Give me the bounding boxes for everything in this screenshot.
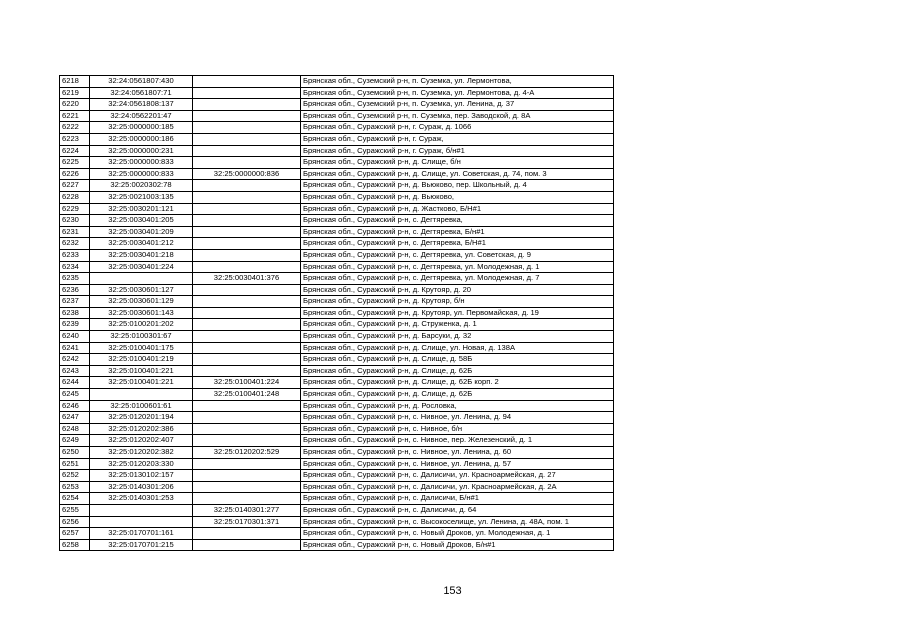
linked-cadastral-number-cell	[193, 493, 301, 505]
row-number-cell: 6238	[60, 307, 90, 319]
row-number-cell: 6237	[60, 296, 90, 308]
cadastral-number-cell: 32:25:0140301:206	[90, 481, 193, 493]
table-row	[60, 365, 614, 377]
table-row	[60, 168, 614, 180]
row-number-cell: 6219	[60, 87, 90, 99]
address-cell: Брянская обл., Суражский р-н, д. Слище, д. 62Б	[301, 389, 614, 401]
row-number-cell: 6258	[60, 539, 90, 551]
address-cell: Брянская обл., Суражский р-н, д. Жастково, Б/Н#1	[301, 203, 614, 215]
address-cell: Брянская обл., Суражский р-н, с. Нивное, ул. Ленина, д. 94	[301, 412, 614, 424]
linked-cadastral-number-cell	[193, 365, 301, 377]
address-cell: Брянская обл., Суражский р-н, с. Дегтяревка, ул. Молодежная, д. 1	[301, 261, 614, 273]
address-cell: Брянская обл., Суражский р-н, г. Сураж,	[301, 133, 614, 145]
cadastral-number-cell: 32:25:0030601:127	[90, 284, 193, 296]
address-cell: Брянская обл., Суражский р-н, с. Дегтяревка, Б/Н#1	[301, 238, 614, 250]
address-cell: Брянская обл., Суражский р-н, с. Нивное, ул. Ленина, д. 57	[301, 458, 614, 470]
cadastral-number-cell: 32:25:0030601:143	[90, 307, 193, 319]
linked-cadastral-number-cell	[193, 435, 301, 447]
cadastral-number-cell: 32:25:0000000:833	[90, 157, 193, 169]
table-row	[60, 157, 614, 169]
row-number-cell: 6239	[60, 319, 90, 331]
address-cell: Брянская обл., Суражский р-н, с. Нивное, ул. Ленина, д. 60	[301, 447, 614, 459]
linked-cadastral-number-cell: 32:25:0120202:529	[193, 447, 301, 459]
linked-cadastral-number-cell: 32:25:0100401:224	[193, 377, 301, 389]
table-row	[60, 435, 614, 447]
row-number-cell: 6245	[60, 389, 90, 401]
row-number-cell: 6234	[60, 261, 90, 273]
table-row	[60, 516, 614, 528]
address-cell: Брянская обл., Суражский р-н, д. Рословка,	[301, 400, 614, 412]
row-number-cell: 6228	[60, 191, 90, 203]
table-row	[60, 412, 614, 424]
linked-cadastral-number-cell	[193, 284, 301, 296]
address-cell: Брянская обл., Суражский р-н, с. Дегтяревка, ул. Молодежная, д. 7	[301, 273, 614, 285]
cadastral-number-cell	[90, 389, 193, 401]
linked-cadastral-number-cell	[193, 400, 301, 412]
table-row	[60, 99, 614, 111]
linked-cadastral-number-cell	[193, 87, 301, 99]
row-number-cell: 6240	[60, 331, 90, 343]
row-number-cell: 6251	[60, 458, 90, 470]
linked-cadastral-number-cell	[193, 145, 301, 157]
address-cell: Брянская обл., Суражский р-н, д. Слище, ул. Советская, д. 74, пом. 3	[301, 168, 614, 180]
address-cell: Брянская обл., Суражский р-н, г. Сураж, д. 1066	[301, 122, 614, 134]
table-row	[60, 122, 614, 134]
linked-cadastral-number-cell	[193, 319, 301, 331]
cadastral-number-cell: 32:25:0170701:161	[90, 528, 193, 540]
cadastral-number-cell: 32:25:0030601:129	[90, 296, 193, 308]
table-row	[60, 331, 614, 343]
row-number-cell: 6242	[60, 354, 90, 366]
address-cell: Брянская обл., Суражский р-н, д. Крутояр, б/н	[301, 296, 614, 308]
cadastral-number-cell: 32:24:0561807:71	[90, 87, 193, 99]
cadastral-number-cell: 32:25:0120202:386	[90, 423, 193, 435]
address-cell: Брянская обл., Суражский р-н, д. Слище, д. 62Б корп. 2	[301, 377, 614, 389]
linked-cadastral-number-cell	[193, 133, 301, 145]
table-row	[60, 284, 614, 296]
address-cell: Брянская обл., Суражский р-н, с. Новый Дроков, ул. Молодежная, д. 1	[301, 528, 614, 540]
row-number-cell: 6248	[60, 423, 90, 435]
address-cell: Брянская обл., Суражский р-н, с. Дегтяревка,	[301, 215, 614, 227]
linked-cadastral-number-cell	[193, 226, 301, 238]
row-number-cell: 6253	[60, 481, 90, 493]
linked-cadastral-number-cell	[193, 528, 301, 540]
table-row	[60, 191, 614, 203]
table-row	[60, 377, 614, 389]
linked-cadastral-number-cell	[193, 412, 301, 424]
row-number-cell: 6249	[60, 435, 90, 447]
address-cell: Брянская обл., Суражский р-н, с. Далисичи, Б/н#1	[301, 493, 614, 505]
table-row	[60, 354, 614, 366]
cadastral-number-cell: 32:25:0100401:221	[90, 377, 193, 389]
cadastral-number-cell: 32:25:0140301:253	[90, 493, 193, 505]
records-table	[59, 75, 614, 551]
linked-cadastral-number-cell	[193, 122, 301, 134]
linked-cadastral-number-cell	[193, 191, 301, 203]
address-cell: Брянская обл., Суражский р-н, с. Дегтяревка, Б/н#1	[301, 226, 614, 238]
table-row	[60, 389, 614, 401]
table-body	[60, 76, 614, 551]
cadastral-number-cell: 32:25:0000000:833	[90, 168, 193, 180]
row-number-cell: 6241	[60, 342, 90, 354]
row-number-cell: 6252	[60, 470, 90, 482]
cadastral-number-cell: 32:25:0021003:135	[90, 191, 193, 203]
row-number-cell: 6247	[60, 412, 90, 424]
address-cell: Брянская обл., Суражский р-н, с. Высокоселище, ул. Ленина, д. 48А, пом. 1	[301, 516, 614, 528]
linked-cadastral-number-cell	[193, 331, 301, 343]
linked-cadastral-number-cell	[193, 203, 301, 215]
row-number-cell: 6232	[60, 238, 90, 250]
address-cell: Брянская обл., Суземский р-н, п. Суземка, ул. Ленина, д. 37	[301, 99, 614, 111]
table-row	[60, 481, 614, 493]
table-row	[60, 458, 614, 470]
linked-cadastral-number-cell	[193, 423, 301, 435]
linked-cadastral-number-cell	[193, 342, 301, 354]
cadastral-number-cell: 32:25:0100301:67	[90, 331, 193, 343]
cadastral-number-cell: 32:25:0030401:205	[90, 215, 193, 227]
cadastral-number-cell: 32:25:0120202:382	[90, 447, 193, 459]
linked-cadastral-number-cell	[193, 180, 301, 192]
row-number-cell: 6226	[60, 168, 90, 180]
table-row	[60, 273, 614, 285]
row-number-cell: 6225	[60, 157, 90, 169]
cadastral-number-cell: 32:25:0000000:186	[90, 133, 193, 145]
address-cell: Брянская обл., Суражский р-н, с. Далисичи, ул. Красноармейская, д. 27	[301, 470, 614, 482]
cadastral-number-cell: 32:25:0030401:209	[90, 226, 193, 238]
linked-cadastral-number-cell	[193, 539, 301, 551]
cadastral-number-cell: 32:25:0030401:224	[90, 261, 193, 273]
cadastral-number-cell: 32:25:0120202:407	[90, 435, 193, 447]
address-cell: Брянская обл., Суземский р-н, п. Суземка, пер. Заводской, д. 8А	[301, 110, 614, 122]
cadastral-number-cell: 32:25:0000000:231	[90, 145, 193, 157]
linked-cadastral-number-cell	[193, 249, 301, 261]
cadastral-number-cell: 32:25:0100201:202	[90, 319, 193, 331]
address-cell: Брянская обл., Суражский р-н, д. Вьюково,	[301, 191, 614, 203]
row-number-cell: 6235	[60, 273, 90, 285]
row-number-cell: 6233	[60, 249, 90, 261]
row-number-cell: 6227	[60, 180, 90, 192]
table-row	[60, 470, 614, 482]
address-cell: Брянская обл., Суражский р-н, с. Далисичи, ул. Красноармейская, д. 2А	[301, 481, 614, 493]
linked-cadastral-number-cell	[193, 110, 301, 122]
row-number-cell: 6222	[60, 122, 90, 134]
cadastral-number-cell: 32:25:0120201:194	[90, 412, 193, 424]
row-number-cell: 6224	[60, 145, 90, 157]
table-row	[60, 261, 614, 273]
table-row	[60, 447, 614, 459]
linked-cadastral-number-cell: 32:25:0030401:376	[193, 273, 301, 285]
linked-cadastral-number-cell: 32:25:0000000:836	[193, 168, 301, 180]
row-number-cell: 6250	[60, 447, 90, 459]
table-row	[60, 87, 614, 99]
row-number-cell: 6230	[60, 215, 90, 227]
table-row	[60, 296, 614, 308]
table-row	[60, 145, 614, 157]
table-row	[60, 110, 614, 122]
address-cell: Брянская обл., Суражский р-н, д. Слище, д. 62Б	[301, 365, 614, 377]
address-cell: Брянская обл., Суражский р-н, с. Нивное, б/н	[301, 423, 614, 435]
row-number-cell: 6255	[60, 504, 90, 516]
linked-cadastral-number-cell	[193, 215, 301, 227]
address-cell: Брянская обл., Суражский р-н, г. Сураж, б/н#1	[301, 145, 614, 157]
linked-cadastral-number-cell	[193, 470, 301, 482]
row-number-cell: 6254	[60, 493, 90, 505]
address-cell: Брянская обл., Суражский р-н, д. Крутояр, д. 20	[301, 284, 614, 296]
table-row	[60, 249, 614, 261]
table-row	[60, 539, 614, 551]
table-row	[60, 342, 614, 354]
row-number-cell: 6243	[60, 365, 90, 377]
row-number-cell: 6221	[60, 110, 90, 122]
linked-cadastral-number-cell	[193, 481, 301, 493]
address-cell: Брянская обл., Суражский р-н, д. Барсуки, д. 32	[301, 331, 614, 343]
cadastral-number-cell: 32:24:0562201:47	[90, 110, 193, 122]
address-cell: Брянская обл., Суражский р-н, д. Слище, б/н	[301, 157, 614, 169]
cadastral-number-cell: 32:25:0020302:78	[90, 180, 193, 192]
table-row	[60, 528, 614, 540]
row-number-cell: 6257	[60, 528, 90, 540]
cadastral-number-cell: 32:25:0030401:212	[90, 238, 193, 250]
cadastral-number-cell	[90, 504, 193, 516]
address-cell: Брянская обл., Суражский р-н, д. Струженка, д. 1	[301, 319, 614, 331]
row-number-cell: 6236	[60, 284, 90, 296]
cadastral-number-cell: 32:24:0561807:430	[90, 76, 193, 88]
table-row	[60, 307, 614, 319]
cadastral-number-cell	[90, 273, 193, 285]
linked-cadastral-number-cell	[193, 238, 301, 250]
row-number-cell: 6218	[60, 76, 90, 88]
linked-cadastral-number-cell	[193, 296, 301, 308]
linked-cadastral-number-cell	[193, 307, 301, 319]
cadastral-number-cell: 32:25:0030201:121	[90, 203, 193, 215]
table-row	[60, 203, 614, 215]
address-cell: Брянская обл., Суземский р-н, п. Суземка, ул. Лермонтова,	[301, 76, 614, 88]
table-row	[60, 226, 614, 238]
cadastral-number-cell: 32:25:0130102:157	[90, 470, 193, 482]
table-row	[60, 180, 614, 192]
cadastral-number-cell: 32:25:0100401:221	[90, 365, 193, 377]
row-number-cell: 6220	[60, 99, 90, 111]
address-cell: Брянская обл., Суражский р-н, д. Вьюково, пер. Школьный, д. 4	[301, 180, 614, 192]
linked-cadastral-number-cell	[193, 76, 301, 88]
linked-cadastral-number-cell	[193, 261, 301, 273]
address-cell: Брянская обл., Суражский р-н, с. Новый Дроков, Б/н#1	[301, 539, 614, 551]
cadastral-number-cell: 32:25:0000000:185	[90, 122, 193, 134]
table-row	[60, 238, 614, 250]
row-number-cell: 6231	[60, 226, 90, 238]
row-number-cell: 6256	[60, 516, 90, 528]
page-number: 153	[443, 585, 462, 597]
address-cell: Брянская обл., Суражский р-н, с. Дегтяревка, ул. Советская, д. 9	[301, 249, 614, 261]
cadastral-number-cell	[90, 516, 193, 528]
linked-cadastral-number-cell	[193, 157, 301, 169]
address-cell: Брянская обл., Суземский р-н, п. Суземка, ул. Лермонтова, д. 4-А	[301, 87, 614, 99]
row-number-cell: 6244	[60, 377, 90, 389]
table-row	[60, 319, 614, 331]
row-number-cell: 6229	[60, 203, 90, 215]
linked-cadastral-number-cell: 32:25:0140301:277	[193, 504, 301, 516]
cadastral-number-cell: 32:25:0100401:175	[90, 342, 193, 354]
table-row	[60, 400, 614, 412]
table-row	[60, 133, 614, 145]
row-number-cell: 6246	[60, 400, 90, 412]
cadastral-number-cell: 32:25:0170701:215	[90, 539, 193, 551]
table-row	[60, 493, 614, 505]
table-row	[60, 423, 614, 435]
linked-cadastral-number-cell	[193, 354, 301, 366]
table-row	[60, 504, 614, 516]
cadastral-number-cell: 32:25:0120203:330	[90, 458, 193, 470]
cadastral-number-cell: 32:25:0030401:218	[90, 249, 193, 261]
linked-cadastral-number-cell	[193, 458, 301, 470]
cadastral-number-cell: 32:24:0561808:137	[90, 99, 193, 111]
address-cell: Брянская обл., Суражский р-н, д. Слище, д. 58Б	[301, 354, 614, 366]
table-row	[60, 76, 614, 88]
address-cell: Брянская обл., Суражский р-н, д. Слище, ул. Новая, д. 138А	[301, 342, 614, 354]
table-row	[60, 215, 614, 227]
linked-cadastral-number-cell: 32:25:0170301:371	[193, 516, 301, 528]
row-number-cell: 6223	[60, 133, 90, 145]
cadastral-number-cell: 32:25:0100401:219	[90, 354, 193, 366]
address-cell: Брянская обл., Суражский р-н, с. Далисичи, д. 64	[301, 504, 614, 516]
linked-cadastral-number-cell: 32:25:0100401:248	[193, 389, 301, 401]
linked-cadastral-number-cell	[193, 99, 301, 111]
address-cell: Брянская обл., Суражский р-н, д. Крутояр, ул. Первомайская, д. 19	[301, 307, 614, 319]
address-cell: Брянская обл., Суражский р-н, с. Нивное, пер. Железенский, д. 1	[301, 435, 614, 447]
cadastral-number-cell: 32:25:0100601:61	[90, 400, 193, 412]
